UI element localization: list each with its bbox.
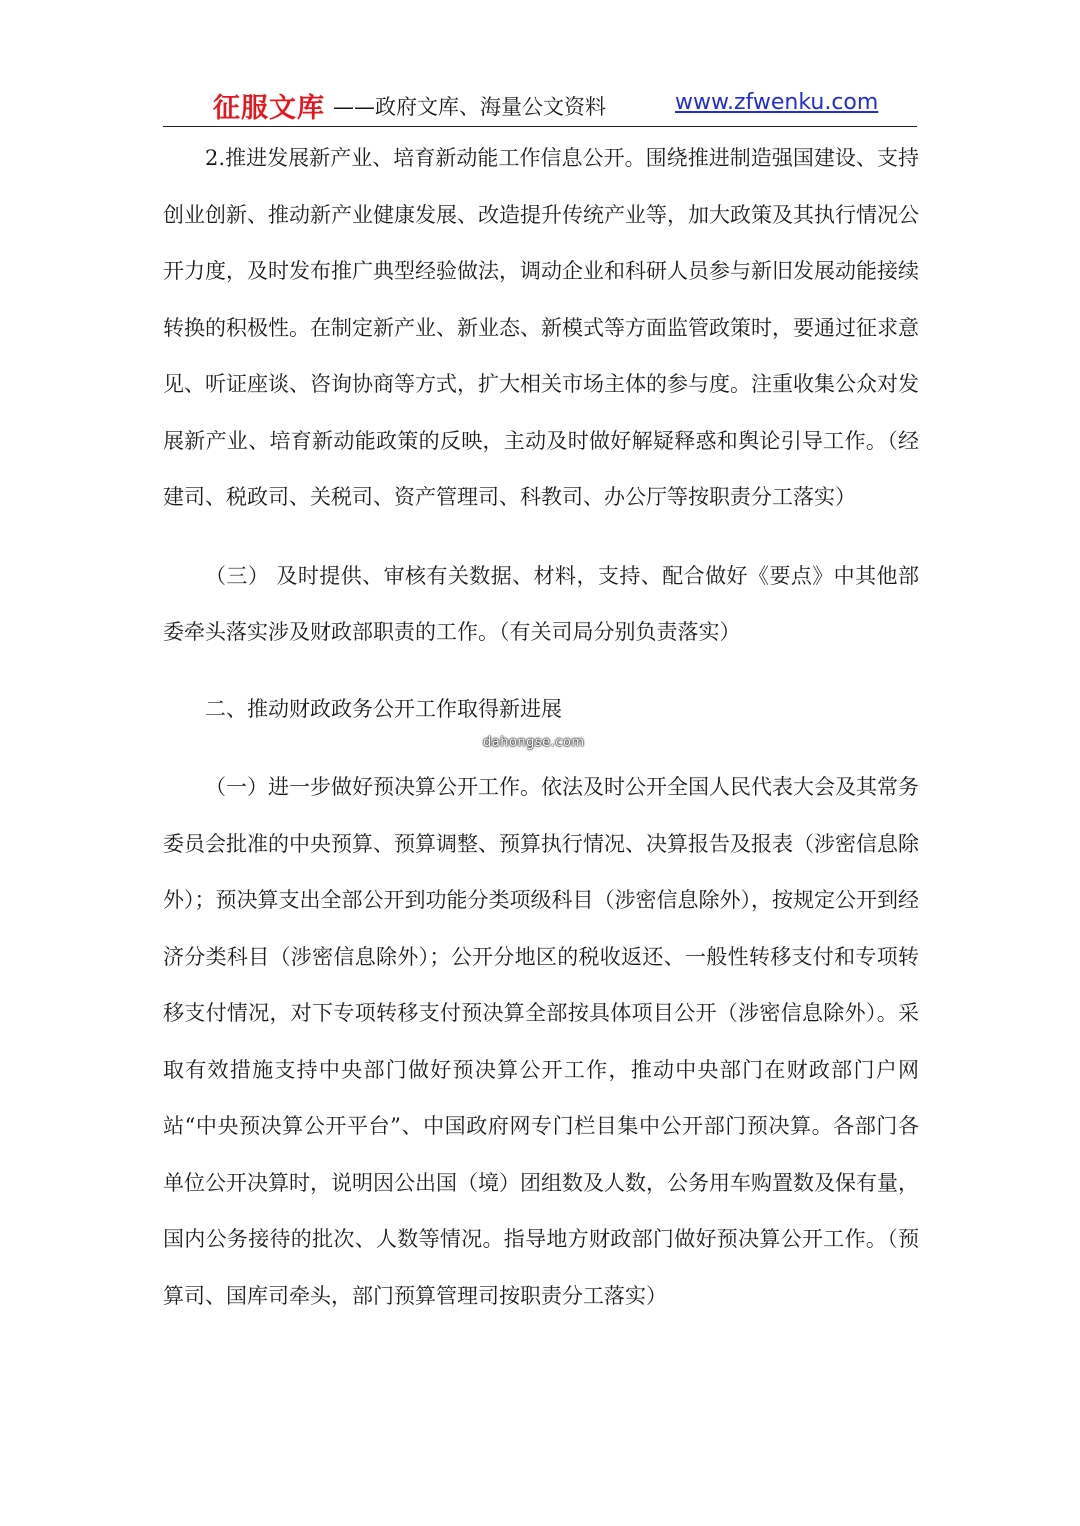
paragraph-budget-disclosure: （一）进一步做好预决算公开工作。依法及时公开全国人民代表大会及其常务委员会批准的中央预算、预算调整、预算执行情况、决算报告及报表（涉密信息除外）；预决算支出全部公开到功能分类项级科目（涉密信息除外），按规定公开到经济分类科目（涉密信息除外）；公开分地区的税收返还、一般性转移支付和专项转移支付情况，对下专项转移支付预决算全部按具体项目公开（涉密信息除外）。采取有效措施支持中央部门做好预决算公开工作，推动中央部门在财政部门户网站“中央预决算公开平台”、中国政府网专门栏目集中公开部门预决算。各部门各单位公开决算时，说明因公出国（境）团组数及人数，公务用车购置数及保有量，国内公务接待的批次、人数等情况。指导地方财政部门做好预决算公开工作。（预算司、国库司牵头，部门预算管理司按职责分工落实） (163, 775, 919, 1308)
watermark-text: dahongse.com (483, 735, 585, 750)
paragraph-item-three: （三） 及时提供、审核有关数据、材料，支持、配合做好《要点》中其他部委牵头落实涉及财政部职责的工作。（有关司局分别负责落实） (163, 563, 919, 644)
brand-logo-text: 征服文库 (213, 93, 325, 124)
paragraph-new-industries: 2.推进发展新产业、培育新动能工作信息公开。围绕推进制造强国建设、支持创业创新、推动新产业健康发展、改造提升传统产业等，加大政策及其执行情况公开力度，及时发布推广典型经验做法，调动企业和科研人员参与新旧发展动能接续转换的积极性。在制定新产业、新业态、新模式等方面监管政策时，要通过征求意见、听证座谈、咨询协商等方式，扩大相关市场主体的参与度。注重收集公众对发展新产业、培育新动能政策的反映，主动及时做好解疑释惑和舆论引导工作。（经建司、税政司、关税司、资产管理司、科教司、办公厅等按职责分工落实） (163, 146, 919, 509)
site-url-link[interactable]: www.zfwenku.com (675, 90, 879, 115)
section-heading-two: 二、推动财政政务公开工作取得新进展 (205, 696, 562, 721)
header-tagline: ——政府文库、海量公文资料 (333, 95, 606, 119)
document-body (163, 130, 919, 1324)
page-header (163, 82, 917, 127)
